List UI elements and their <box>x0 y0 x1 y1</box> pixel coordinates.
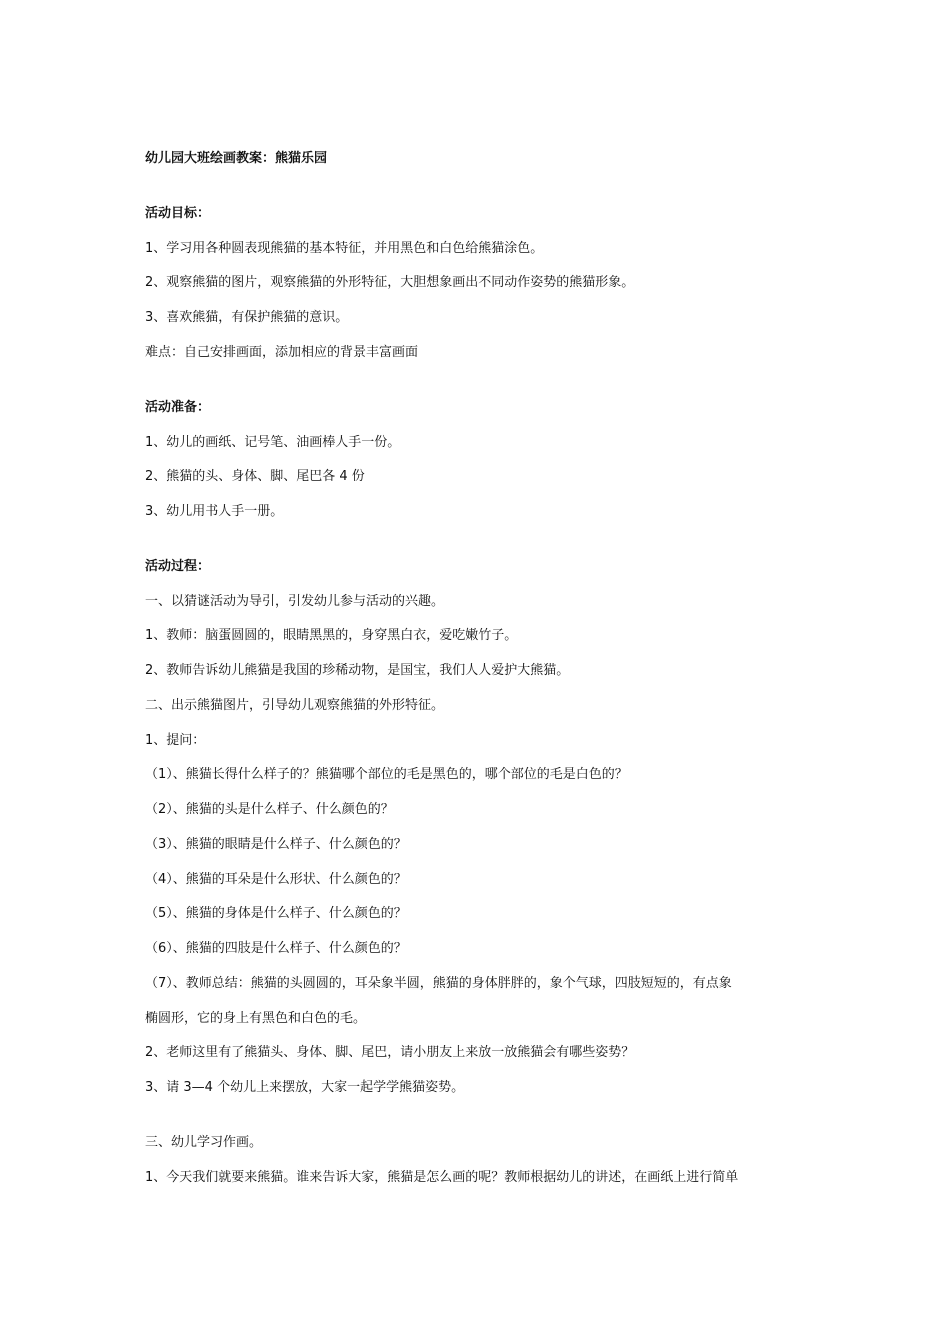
prep-heading: 活动准备： <box>145 400 211 415</box>
process-item: 2、教师告诉幼儿熊猫是我国的珍稀动物，是国宝，我们人人爱护大熊猫。 <box>145 663 570 678</box>
process-heading: 活动过程： <box>145 559 211 574</box>
document-title: 幼儿园大班绘画教案：熊猫乐园 <box>145 151 328 166</box>
prep-item: 2、熊猫的头、身体、脚、尾巴各 4 份 <box>145 469 365 484</box>
process-item: 2、老师这里有了熊猫头、身体、脚、尾巴，请小朋友上来放一放熊猫会有哪些姿势？ <box>145 1045 635 1060</box>
section3-item: 1、今天我们就要来熊猫。谁来告诉大家，熊猫是怎么画的呢？教师根据幼儿的讲述，在画纸上进行简单 <box>145 1170 739 1185</box>
process-item: （3）、熊猫的眼睛是什么样子、什么颜色的？ <box>145 837 407 852</box>
process-item: 1、教师：脑蛋圆圆的，眼睛黑黑的，身穿黑白衣，爱吃嫩竹子。 <box>145 628 518 643</box>
process-item: （7）、教师总结：熊猫的头圆圆的，耳朵象半圆，熊猫的身体胖胖的，象个气球，四肢短短的，有点象 <box>145 976 732 991</box>
process-item: （2）、熊猫的头是什么样子、什么颜色的？ <box>145 802 394 817</box>
process-item: （1）、熊猫长得什么样子的？熊猫哪个部位的毛是黑色的，哪个部位的毛是白色的？ <box>145 767 628 782</box>
process-item: 椭圆形，它的身上有黑色和白色的毛。 <box>145 1011 367 1026</box>
process-item: （5）、熊猫的身体是什么样子、什么颜色的？ <box>145 906 407 921</box>
goal-item: 3、喜欢熊猫，有保护熊猫的意识。 <box>145 310 349 325</box>
section3-item: 三、幼儿学习作画。 <box>145 1135 263 1150</box>
process-item: 二、出示熊猫图片，引导幼儿观察熊猫的外形特征。 <box>145 698 445 713</box>
goals-heading: 活动目标： <box>145 206 211 221</box>
prep-item: 1、幼儿的画纸、记号笔、油画棒人手一份。 <box>145 435 401 450</box>
process-item: （6）、熊猫的四肢是什么样子、什么颜色的？ <box>145 941 407 956</box>
prep-item: 3、幼儿用书人手一册。 <box>145 504 284 519</box>
goal-item: 1、学习用各种圆表现熊猫的基本特征，并用黑色和白色给熊猫涂色。 <box>145 241 544 256</box>
difficulty-note: 难点：自己安排画面，添加相应的背景丰富画面 <box>145 345 419 360</box>
process-item: 3、请 3—4 个幼儿上来摆放，大家一起学学熊猫姿势。 <box>145 1080 465 1095</box>
process-item: 1、提问： <box>145 733 206 748</box>
process-item: 一、以猜谜活动为导引，引发幼儿参与活动的兴趣。 <box>145 594 445 609</box>
goal-item: 2、观察熊猫的图片，观察熊猫的外形特征，大胆想象画出不同动作姿势的熊猫形象。 <box>145 275 635 290</box>
process-item: （4）、熊猫的耳朵是什么形状、什么颜色的？ <box>145 872 407 887</box>
